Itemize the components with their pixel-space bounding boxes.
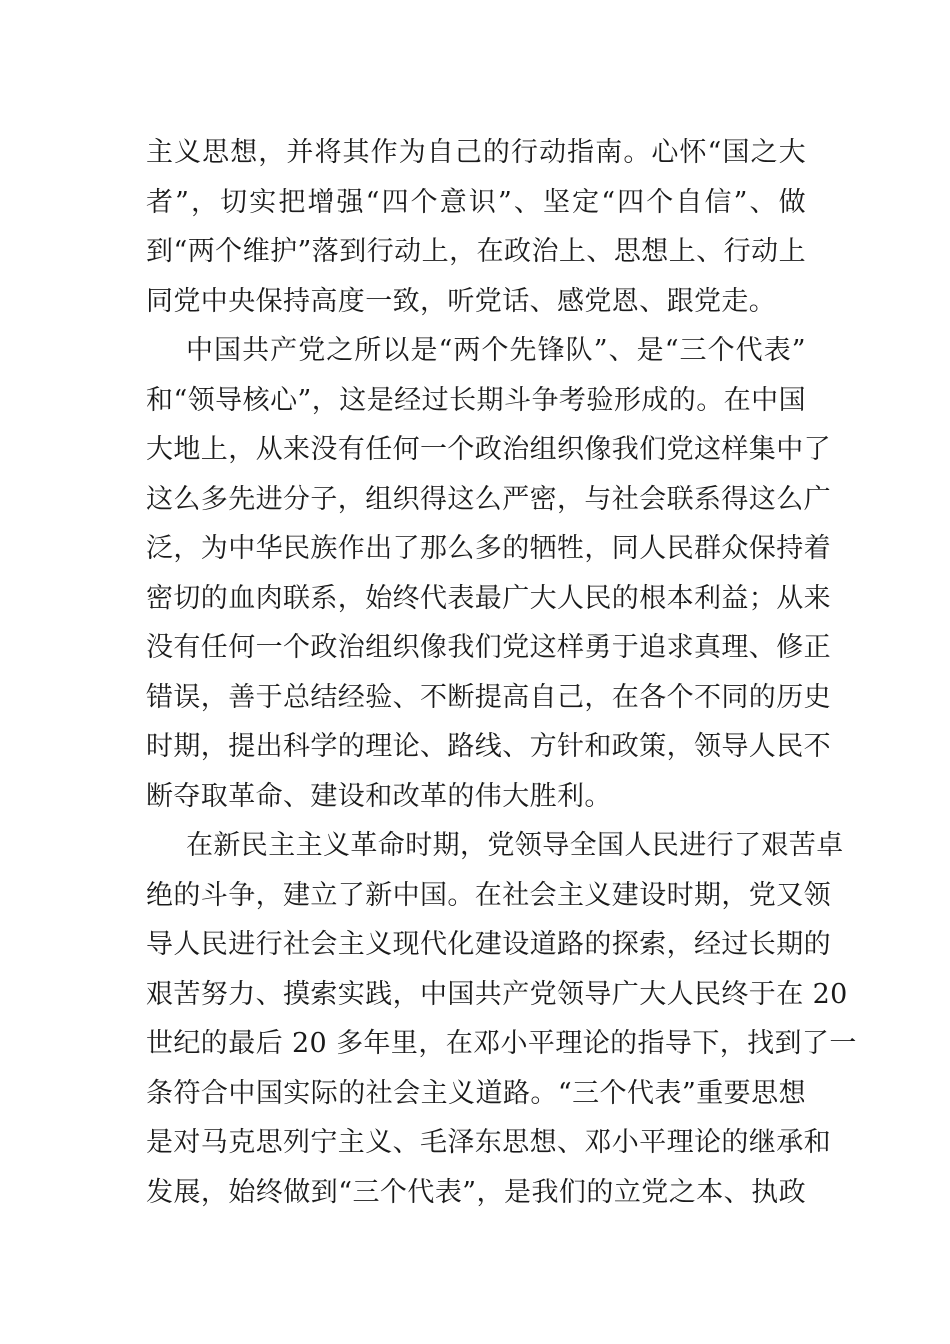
text-line: 没有任何一个政治组织像我们党这样勇于追求真理、修正 bbox=[146, 632, 831, 663]
text-line: 同党中央保持高度一致，听党话、感党恩、跟党走。 bbox=[146, 285, 777, 317]
text-line: 到“两个维护”落到行动上，在政治上、思想上、行动上 bbox=[146, 236, 806, 267]
text-line: 者”，切实把增强“四个意识”、坚定“四个自信”、做 bbox=[146, 186, 806, 218]
text-line: 中国共产党之所以是“两个先锋队”、是“三个代表” bbox=[186, 335, 806, 366]
text-line: 发展，始终做到“三个代表”，是我们的立党之本、执政 bbox=[146, 1176, 806, 1208]
paragraph bbox=[146, 128, 806, 326]
text-line: 导人民进行社会主义现代化建设道路的探索，经过长期的 bbox=[146, 929, 831, 960]
text-line: 在新民主主义革命时期，党领导全国人民进行了艰苦卓 bbox=[186, 830, 844, 861]
text-line: 条符合中国实际的社会主义道路。“三个代表”重要思想 bbox=[146, 1077, 806, 1109]
text-line: 艰苦努力、摸索实践，中国共产党领导广大人民终于在 20 bbox=[146, 978, 848, 1010]
text-line: 是对马克思列宁主义、毛泽东思想、邓小平理论的继承和 bbox=[146, 1127, 831, 1158]
text-line: 大地上，从来没有任何一个政治组织像我们党这样集中了 bbox=[146, 434, 831, 465]
text-line: 这么多先进分子，组织得这么严密，与社会联系得这么广 bbox=[146, 483, 831, 515]
paragraph bbox=[146, 326, 831, 821]
text-line: 和“领导核心”，这是经过长期斗争考验形成的。在中国 bbox=[146, 384, 806, 416]
text-line: 断夺取革命、建设和改革的伟大胜利。 bbox=[146, 780, 612, 812]
text-line: 泛，为中华民族作出了那么多的牺牲，同人民群众保持着 bbox=[146, 533, 831, 564]
document-body bbox=[146, 128, 857, 1217]
paragraph bbox=[146, 821, 857, 1217]
text-line: 世纪的最后 20 多年里，在邓小平理论的指导下，找到了一 bbox=[146, 1028, 857, 1059]
text-line: 主义思想，并将其作为自己的行动指南。心怀“国之大 bbox=[146, 137, 806, 168]
text-line: 错误，善于总结经验、不断提高自己，在各个不同的历史 bbox=[146, 681, 831, 713]
text-line: 绝的斗争，建立了新中国。在社会主义建设时期，党又领 bbox=[146, 879, 831, 911]
text-line: 时期，提出科学的理论、路线、方针和政策，领导人民不 bbox=[146, 731, 831, 762]
text-line: 密切的血肉联系，始终代表最广大人民的根本利益；从来 bbox=[146, 582, 831, 614]
